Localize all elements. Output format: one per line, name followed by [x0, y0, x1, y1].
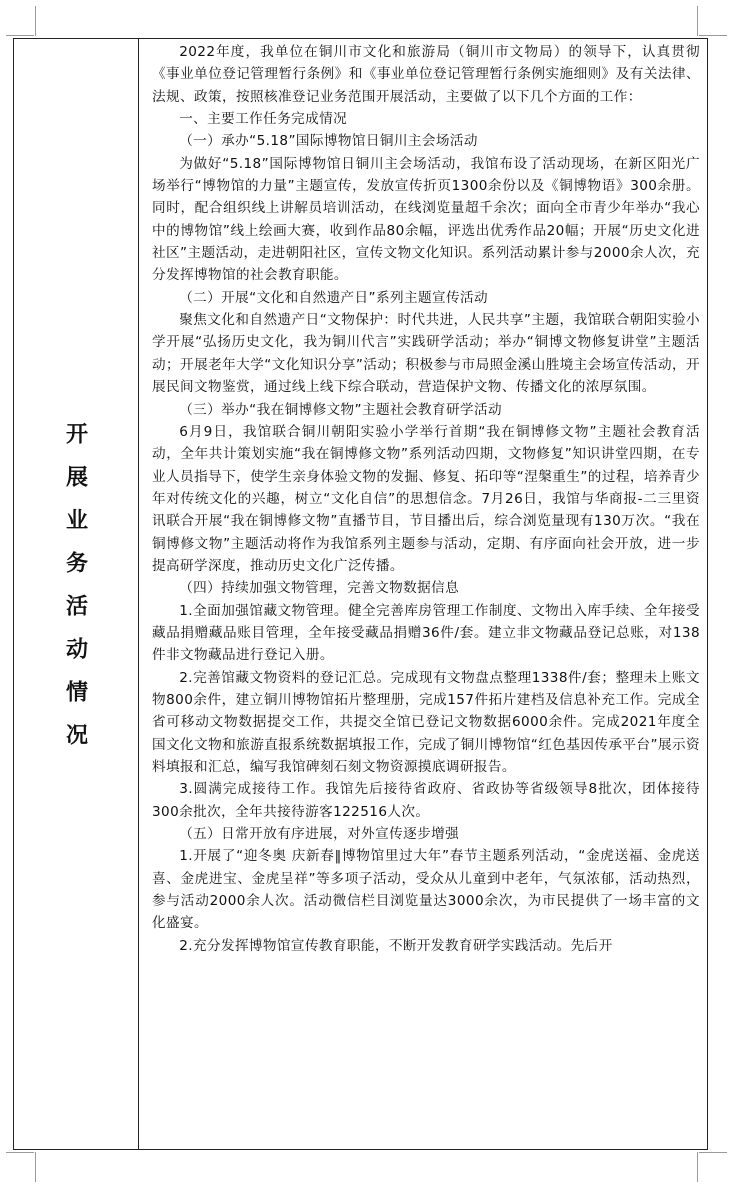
crop-mark-top-right-v: [697, 6, 698, 36]
subheading-5: （五）日常开放有序进展，对外宣传逐步增强: [179, 826, 460, 843]
subheading-1: （一）承办“5.18”国际博物馆日铜川主会场活动: [179, 133, 478, 150]
paragraph-4-1: 1.全面加强馆藏文物管理。健全完善库房管理工作制度、文物出入库手续、全年接受藏品捐赠藏品账目管理，全年接受藏品捐赠36件/套。建立非文物藏品登记总账，对138件非文物藏品进行登记入册。: [152, 602, 700, 664]
heading-main-tasks: 一、主要工作任务完成情况: [179, 111, 348, 128]
paragraph-5-1: 1.开展了“迎冬奥 庆新春‖博物馆里过大年”春节主题系列活动，“金虎送福、金虎送喜、金虎进宝、金虎呈祥”等多项子活动，受众从儿童到中老年，气氛浓郁，活动热烈，参与活动2000余人次。活动微信栏目浏览量达3000余次，为市民提供了一场丰富的文化盛宴。: [152, 848, 700, 932]
subheading-3: （三）举办“我在铜博修文物”主题社会教育研学活动: [179, 401, 502, 418]
crop-mark-bottom-left-h: [6, 1152, 34, 1153]
crop-mark-top-left-h: [6, 35, 34, 36]
crop-mark-bottom-left-v: [35, 1152, 36, 1182]
intro-paragraph: 2022年度，我单位在铜川市文化和旅游局（铜川市文物局）的领导下，认真贯彻《事业单位登记管理暂行条例》和《事业单位登记管理暂行条例实施细则》及有关法律、法规、政策，按照核准登记业务范围开展活动，主要做了以下几个方面的工作：: [152, 44, 700, 105]
paragraph-4-2: 2.完善馆藏文物资料的登记汇总。完成现有文物盘点整理1338件/套；整理未上账文物800余件，建立铜川博物馆拓片整理册，完成157件拓片建档及信息补充工作。完成全省可移动文物数据提交工作，共提交全馆已登记文物数据6000余件。完成2021年度全国文化文物和旅游直报系统数据填报工作，完成了铜川博物馆“红色基因传承平台”展示资料填报和汇总，编写我馆碑刻石刻文物资源摸底调研报告。: [152, 669, 700, 775]
subheading-2: （二）开展“文化和自然遗产日”系列主题宣传活动: [179, 289, 488, 306]
section-label: 开展业务活动情况: [62, 422, 89, 766]
subheading-4: （四）持续加强文物管理，完善文物数据信息: [179, 580, 460, 597]
column-divider: [138, 39, 139, 1149]
content-cell: [152, 41, 700, 957]
paragraph-5-2: 2.充分发挥博物馆宣传教育职能，不断开发教育研学实践活动。先后开: [179, 937, 613, 954]
crop-mark-bottom-right-v: [697, 1152, 698, 1182]
paragraph-4-3: 3.圆满完成接待工作。我馆先后接待省政府、省政协等省级领导8批次，团体接待300余批次，全年共接待游客122516人次。: [152, 781, 700, 820]
crop-mark-bottom-right-h: [699, 1152, 727, 1153]
section-label-cell: [14, 39, 138, 1149]
paragraph-3: 6月9日，我馆联合铜川朝阳实验小学举行首期“我在铜博修文物”主题社会教育活动，全年共计策划实施“我在铜博修文物”系列活动四期，文物修复”知识讲堂四期，在专业人员指导下，使学生亲身体验文物的发掘、修复、拓印等“涅槃重生”的过程，培养青少年对传统文化的兴趣，树立“文化自信”的思想信念。7月26日，我馆与华商报-二三里资讯联合开展“我在铜博修文物”直播节目，节目播出后，综合浏览量现有130万次。“我在铜博修文物”主题活动将作为我馆系列主题参与活动，定期、有序面向社会开放，进一步提高研学深度，推动历史文化广泛传播。: [152, 423, 700, 574]
report-table: [13, 38, 708, 1150]
paragraph-2: 聚焦文化和自然遗产日“文物保护：时代共进，人民共享”主题，我馆联合朝阳实验小学开展“弘扬历史文化，我为铜川代言”实践研学活动；举办“铜博文物修复讲堂”主题活动；开展老年大学“文化知识分享”活动；积极参与市局照金溪山胜境主会场宣传活动，开展民间文物鉴赏，通过线上线下综合联动，营造保护文物、传播文化的浓厚氛围。: [152, 312, 700, 396]
paragraph-1: 为做好“5.18”国际博物馆日铜川主会场活动，我馆布设了活动现场，在新区阳光广场举行“博物馆的力量”主题宣传，发放宣传折页1300余份以及《铜博物语》300余册。同时，配合组织线上讲解员培训活动，在线浏览量超千余次；面向全市青少年举办“我心中的博物馆”线上绘画大赛，收到作品80余幅，评选出优秀作品20幅；开展“历史文化进社区”主题活动，走进朝阳社区，宣传文物文化知识。系列活动累计参与2000余人次，充分发挥博物馆的社会教育职能。: [152, 155, 700, 284]
crop-mark-top-left-v: [35, 6, 36, 36]
crop-mark-top-right-h: [699, 35, 727, 36]
